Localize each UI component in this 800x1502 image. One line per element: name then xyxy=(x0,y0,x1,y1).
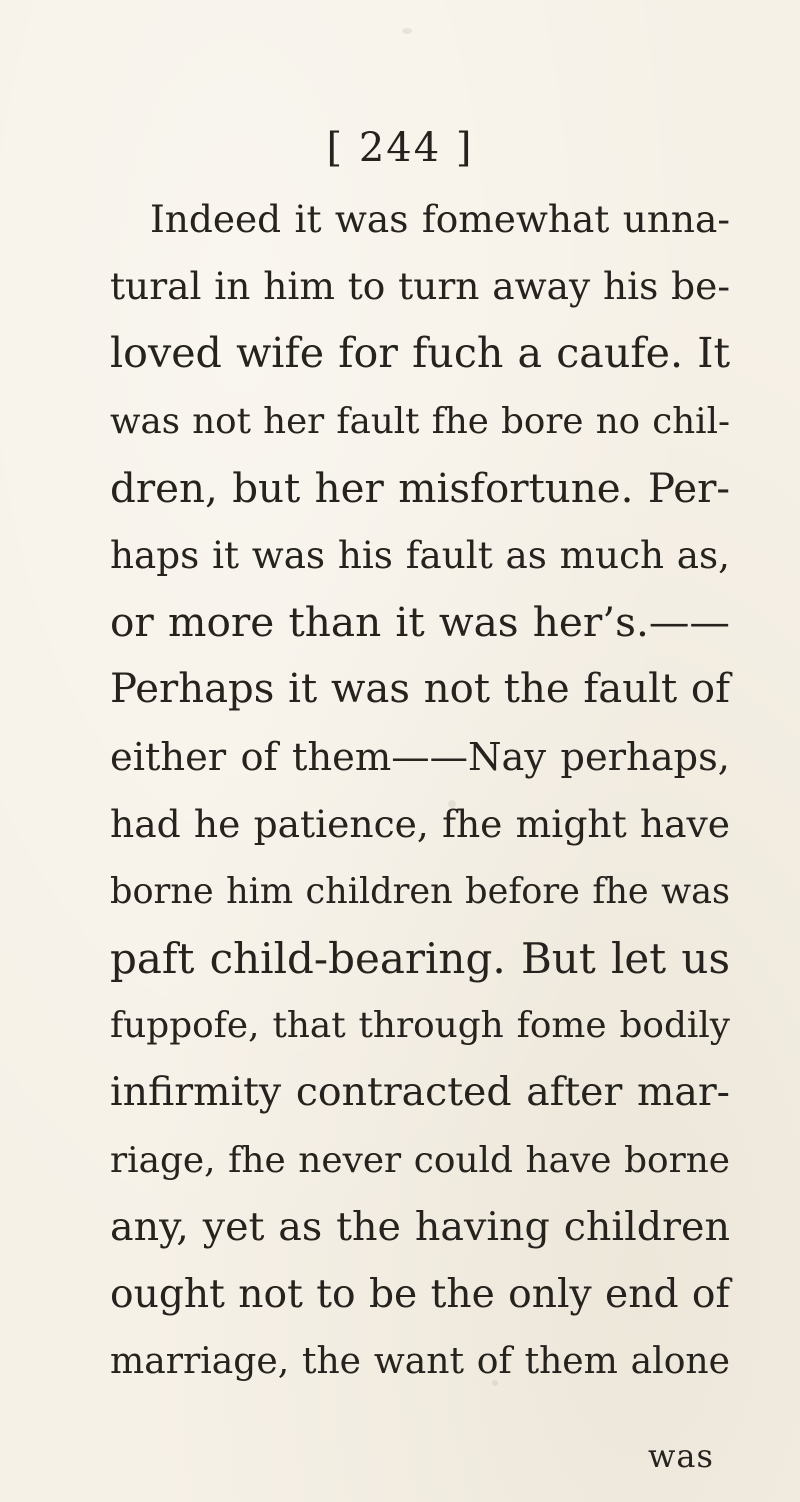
text-line: fuppofe, that through fome bodily xyxy=(110,1005,730,1047)
text-line: dren, but her misfortune. Per- xyxy=(110,464,730,512)
text-line: riage, fhe never could have borne xyxy=(110,1139,730,1181)
text-line: borne him children before fhe was xyxy=(110,870,730,912)
text-line: was not her fault fhe bore no chil- xyxy=(110,400,730,442)
text-line: Indeed it was fomewhat unna- xyxy=(150,197,730,241)
text-line: haps it was his fault as much as, xyxy=(110,532,730,577)
text-line: Perhaps it was not the fault of xyxy=(110,666,730,713)
text-line: marriage, the want of them alone xyxy=(110,1340,730,1383)
text-line: or more than it was her’s.—— xyxy=(110,598,730,647)
text-line: infirmity contracted after mar- xyxy=(110,1069,730,1116)
text-line: paft child-bearing. But let us xyxy=(110,934,730,984)
text-line: either of them——Nay perhaps, xyxy=(110,734,730,780)
body-text xyxy=(110,186,730,1395)
text-line: ought not to be the only end of xyxy=(110,1272,730,1317)
catchword: was xyxy=(648,1437,714,1475)
text-line: tural in him to turn away his be- xyxy=(110,264,730,309)
text-line: any, yet as the having children xyxy=(110,1203,730,1250)
paper-stain xyxy=(402,28,412,34)
text-line: loved wife for fuch a caufe. It xyxy=(110,329,730,378)
text-line: had he patience, fhe might have xyxy=(110,801,730,846)
page-number: [ 244 ] xyxy=(326,125,474,171)
